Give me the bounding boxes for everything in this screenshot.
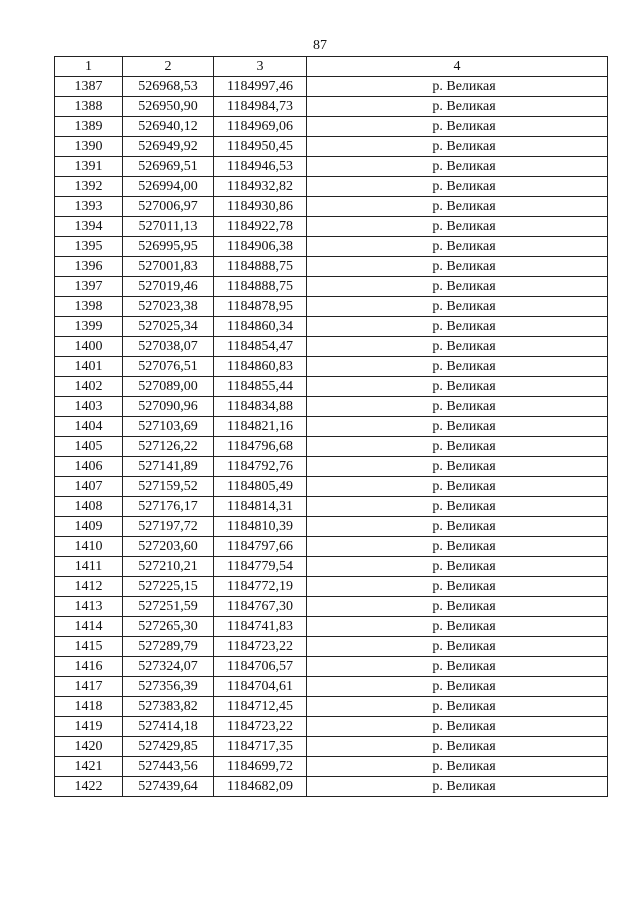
- cell-x-coordinate: 527025,34: [123, 317, 214, 337]
- cell-object: р. Великая: [307, 577, 608, 597]
- cell-object: р. Великая: [307, 637, 608, 657]
- cell-x-coordinate: 527001,83: [123, 257, 214, 277]
- cell-y-coordinate: 1184704,61: [214, 677, 307, 697]
- table-row: [55, 337, 608, 357]
- header-y-coordinate: 3: [214, 57, 307, 77]
- cell-y-coordinate: 1184930,86: [214, 197, 307, 217]
- cell-x-coordinate: 527038,07: [123, 337, 214, 357]
- cell-object: р. Великая: [307, 157, 608, 177]
- cell-y-coordinate: 1184723,22: [214, 717, 307, 737]
- table-row: [55, 417, 608, 437]
- cell-x-coordinate: 527103,69: [123, 417, 214, 437]
- cell-object: р. Великая: [307, 137, 608, 157]
- cell-point-number: 1389: [55, 117, 123, 137]
- cell-x-coordinate: 527414,18: [123, 717, 214, 737]
- table-row: [55, 77, 608, 97]
- table-row: [55, 177, 608, 197]
- cell-point-number: 1419: [55, 717, 123, 737]
- table-row: [55, 677, 608, 697]
- table-row: [55, 257, 608, 277]
- cell-point-number: 1392: [55, 177, 123, 197]
- cell-y-coordinate: 1184906,38: [214, 237, 307, 257]
- table-row: [55, 597, 608, 617]
- cell-x-coordinate: 526994,00: [123, 177, 214, 197]
- table-row: [55, 637, 608, 657]
- cell-object: р. Великая: [307, 557, 608, 577]
- table-row: [55, 577, 608, 597]
- cell-point-number: 1395: [55, 237, 123, 257]
- cell-point-number: 1406: [55, 457, 123, 477]
- cell-y-coordinate: 1184834,88: [214, 397, 307, 417]
- table-row: [55, 777, 608, 797]
- cell-x-coordinate: 526968,53: [123, 77, 214, 97]
- table-row: [55, 457, 608, 477]
- cell-object: р. Великая: [307, 417, 608, 437]
- cell-x-coordinate: 527356,39: [123, 677, 214, 697]
- table-row: [55, 157, 608, 177]
- cell-x-coordinate: 527203,60: [123, 537, 214, 557]
- cell-point-number: 1393: [55, 197, 123, 217]
- table-row: [55, 197, 608, 217]
- cell-point-number: 1413: [55, 597, 123, 617]
- coordinates-table: [54, 56, 608, 797]
- cell-y-coordinate: 1184860,83: [214, 357, 307, 377]
- cell-point-number: 1416: [55, 657, 123, 677]
- cell-object: р. Великая: [307, 217, 608, 237]
- table-row: [55, 217, 608, 237]
- table-row: [55, 377, 608, 397]
- cell-object: р. Великая: [307, 337, 608, 357]
- cell-object: р. Великая: [307, 497, 608, 517]
- cell-object: р. Великая: [307, 197, 608, 217]
- table-row: [55, 737, 608, 757]
- cell-object: р. Великая: [307, 737, 608, 757]
- cell-object: р. Великая: [307, 77, 608, 97]
- cell-x-coordinate: 527159,52: [123, 477, 214, 497]
- cell-object: р. Великая: [307, 297, 608, 317]
- cell-x-coordinate: 527383,82: [123, 697, 214, 717]
- cell-x-coordinate: 527439,64: [123, 777, 214, 797]
- cell-object: р. Великая: [307, 397, 608, 417]
- cell-object: р. Великая: [307, 777, 608, 797]
- cell-object: р. Великая: [307, 237, 608, 257]
- cell-x-coordinate: 526949,92: [123, 137, 214, 157]
- table-row: [55, 237, 608, 257]
- cell-x-coordinate: 527023,38: [123, 297, 214, 317]
- cell-y-coordinate: 1184860,34: [214, 317, 307, 337]
- cell-x-coordinate: 527126,22: [123, 437, 214, 457]
- cell-x-coordinate: 527176,17: [123, 497, 214, 517]
- cell-x-coordinate: 526969,51: [123, 157, 214, 177]
- cell-point-number: 1418: [55, 697, 123, 717]
- cell-point-number: 1415: [55, 637, 123, 657]
- cell-y-coordinate: 1184946,53: [214, 157, 307, 177]
- cell-x-coordinate: 527429,85: [123, 737, 214, 757]
- cell-object: р. Великая: [307, 437, 608, 457]
- cell-object: р. Великая: [307, 697, 608, 717]
- cell-object: р. Великая: [307, 277, 608, 297]
- cell-point-number: 1410: [55, 537, 123, 557]
- cell-y-coordinate: 1184717,35: [214, 737, 307, 757]
- cell-object: р. Великая: [307, 677, 608, 697]
- cell-y-coordinate: 1184741,83: [214, 617, 307, 637]
- cell-x-coordinate: 526950,90: [123, 97, 214, 117]
- cell-point-number: 1397: [55, 277, 123, 297]
- cell-y-coordinate: 1184779,54: [214, 557, 307, 577]
- table-row: [55, 437, 608, 457]
- cell-point-number: 1414: [55, 617, 123, 637]
- cell-point-number: 1387: [55, 77, 123, 97]
- cell-point-number: 1417: [55, 677, 123, 697]
- cell-point-number: 1407: [55, 477, 123, 497]
- table-row: [55, 537, 608, 557]
- cell-x-coordinate: 527089,00: [123, 377, 214, 397]
- table-row: [55, 117, 608, 137]
- cell-x-coordinate: 527076,51: [123, 357, 214, 377]
- table-row: [55, 497, 608, 517]
- cell-point-number: 1421: [55, 757, 123, 777]
- cell-y-coordinate: 1184878,95: [214, 297, 307, 317]
- cell-point-number: 1412: [55, 577, 123, 597]
- cell-point-number: 1399: [55, 317, 123, 337]
- cell-point-number: 1409: [55, 517, 123, 537]
- cell-x-coordinate: 527210,21: [123, 557, 214, 577]
- header-point-number: 1: [55, 57, 123, 77]
- cell-point-number: 1420: [55, 737, 123, 757]
- table-header: [55, 57, 608, 77]
- cell-x-coordinate: 526940,12: [123, 117, 214, 137]
- cell-object: р. Великая: [307, 597, 608, 617]
- cell-object: р. Великая: [307, 357, 608, 377]
- cell-x-coordinate: 527265,30: [123, 617, 214, 637]
- cell-object: р. Великая: [307, 377, 608, 397]
- cell-y-coordinate: 1184997,46: [214, 77, 307, 97]
- cell-point-number: 1391: [55, 157, 123, 177]
- table-row: [55, 97, 608, 117]
- cell-x-coordinate: 527251,59: [123, 597, 214, 617]
- cell-y-coordinate: 1184969,06: [214, 117, 307, 137]
- table-row: [55, 617, 608, 637]
- cell-y-coordinate: 1184797,66: [214, 537, 307, 557]
- cell-object: р. Великая: [307, 717, 608, 737]
- cell-x-coordinate: 527324,07: [123, 657, 214, 677]
- cell-x-coordinate: 527019,46: [123, 277, 214, 297]
- cell-x-coordinate: 527006,97: [123, 197, 214, 217]
- cell-object: р. Великая: [307, 617, 608, 637]
- cell-point-number: 1394: [55, 217, 123, 237]
- cell-x-coordinate: 527141,89: [123, 457, 214, 477]
- cell-object: р. Великая: [307, 757, 608, 777]
- cell-x-coordinate: 527225,15: [123, 577, 214, 597]
- table-row: [55, 277, 608, 297]
- cell-point-number: 1405: [55, 437, 123, 457]
- cell-point-number: 1400: [55, 337, 123, 357]
- table-row: [55, 397, 608, 417]
- cell-y-coordinate: 1184984,73: [214, 97, 307, 117]
- cell-y-coordinate: 1184950,45: [214, 137, 307, 157]
- cell-y-coordinate: 1184854,47: [214, 337, 307, 357]
- header-object: 4: [307, 57, 608, 77]
- header-row: [55, 57, 608, 77]
- cell-x-coordinate: 527289,79: [123, 637, 214, 657]
- cell-point-number: 1396: [55, 257, 123, 277]
- cell-object: р. Великая: [307, 97, 608, 117]
- cell-x-coordinate: 526995,95: [123, 237, 214, 257]
- cell-x-coordinate: 527197,72: [123, 517, 214, 537]
- cell-y-coordinate: 1184767,30: [214, 597, 307, 617]
- table-row: [55, 557, 608, 577]
- cell-object: р. Великая: [307, 257, 608, 277]
- cell-point-number: 1398: [55, 297, 123, 317]
- table-body: [55, 77, 608, 797]
- cell-x-coordinate: 527443,56: [123, 757, 214, 777]
- cell-object: р. Великая: [307, 477, 608, 497]
- cell-object: р. Великая: [307, 317, 608, 337]
- cell-object: р. Великая: [307, 537, 608, 557]
- cell-point-number: 1408: [55, 497, 123, 517]
- cell-x-coordinate: 527090,96: [123, 397, 214, 417]
- cell-y-coordinate: 1184814,31: [214, 497, 307, 517]
- cell-y-coordinate: 1184772,19: [214, 577, 307, 597]
- cell-y-coordinate: 1184932,82: [214, 177, 307, 197]
- cell-y-coordinate: 1184805,49: [214, 477, 307, 497]
- cell-y-coordinate: 1184922,78: [214, 217, 307, 237]
- cell-point-number: 1402: [55, 377, 123, 397]
- cell-object: р. Великая: [307, 457, 608, 477]
- cell-point-number: 1404: [55, 417, 123, 437]
- cell-x-coordinate: 527011,13: [123, 217, 214, 237]
- cell-point-number: 1403: [55, 397, 123, 417]
- table-row: [55, 717, 608, 737]
- table-row: [55, 757, 608, 777]
- cell-object: р. Великая: [307, 177, 608, 197]
- table-row: [55, 477, 608, 497]
- cell-point-number: 1422: [55, 777, 123, 797]
- cell-y-coordinate: 1184821,16: [214, 417, 307, 437]
- cell-object: р. Великая: [307, 657, 608, 677]
- table-row: [55, 297, 608, 317]
- cell-point-number: 1411: [55, 557, 123, 577]
- cell-y-coordinate: 1184682,09: [214, 777, 307, 797]
- table-row: [55, 517, 608, 537]
- cell-y-coordinate: 1184792,76: [214, 457, 307, 477]
- cell-y-coordinate: 1184712,45: [214, 697, 307, 717]
- table-row: [55, 657, 608, 677]
- cell-object: р. Великая: [307, 517, 608, 537]
- cell-y-coordinate: 1184888,75: [214, 277, 307, 297]
- table-row: [55, 697, 608, 717]
- cell-y-coordinate: 1184796,68: [214, 437, 307, 457]
- page-number: 87: [313, 38, 327, 53]
- cell-y-coordinate: 1184810,39: [214, 517, 307, 537]
- table-row: [55, 357, 608, 377]
- header-x-coordinate: 2: [123, 57, 214, 77]
- table-row: [55, 317, 608, 337]
- cell-point-number: 1388: [55, 97, 123, 117]
- cell-y-coordinate: 1184888,75: [214, 257, 307, 277]
- cell-y-coordinate: 1184706,57: [214, 657, 307, 677]
- cell-y-coordinate: 1184699,72: [214, 757, 307, 777]
- cell-object: р. Великая: [307, 117, 608, 137]
- cell-point-number: 1401: [55, 357, 123, 377]
- cell-point-number: 1390: [55, 137, 123, 157]
- table-row: [55, 137, 608, 157]
- cell-y-coordinate: 1184855,44: [214, 377, 307, 397]
- cell-y-coordinate: 1184723,22: [214, 637, 307, 657]
